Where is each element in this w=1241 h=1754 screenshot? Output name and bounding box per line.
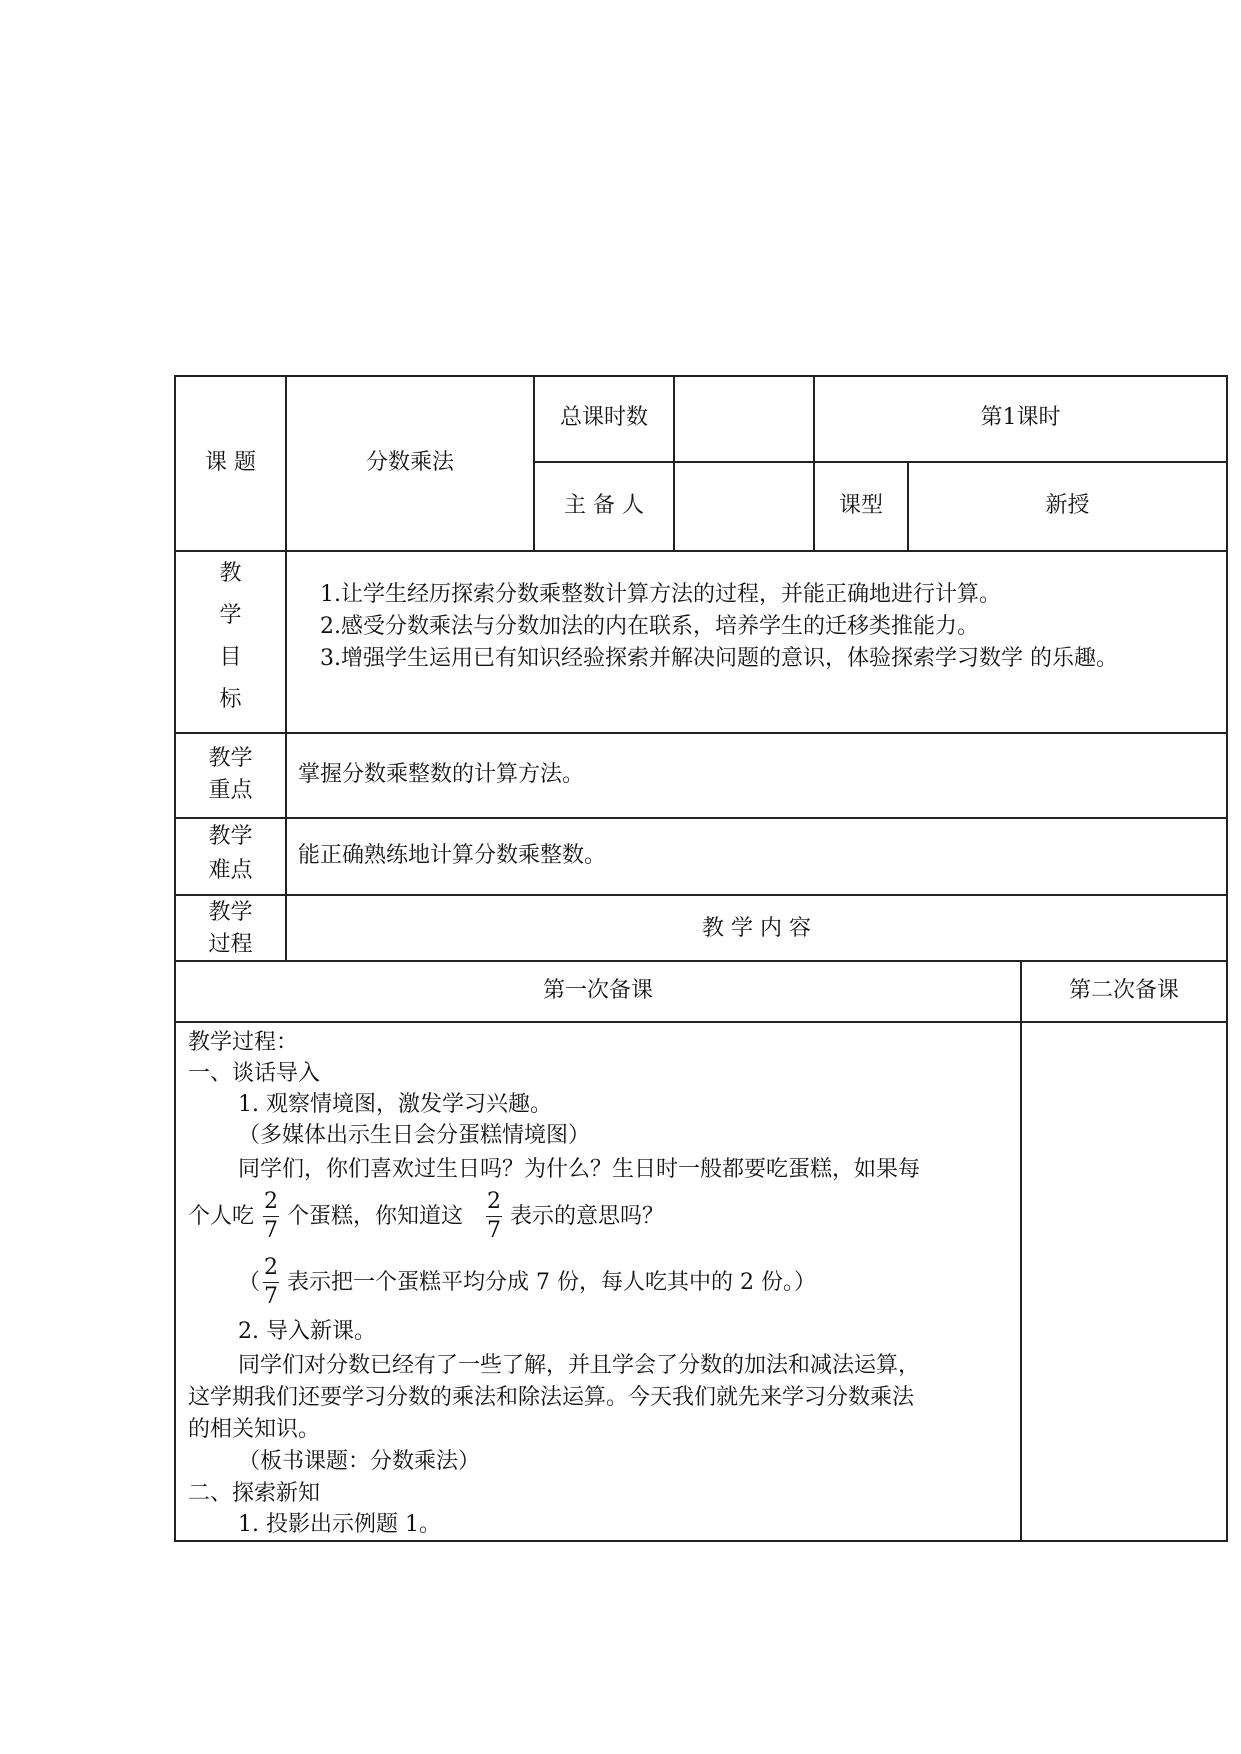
body-line: 1. 投影出示例题 1。: [238, 1512, 441, 1537]
header-col-rule-2: [673, 375, 675, 552]
fraction-denominator: 7: [264, 1218, 278, 1243]
lesson-type-value: 新授: [1045, 493, 1090, 518]
difficulties-text: 能正确熟练地计算分数乘整数。: [298, 843, 607, 868]
difficulties-label: 难点: [208, 858, 253, 883]
process-label: 过程: [208, 932, 253, 957]
keypoints-bottom-rule: [174, 817, 1228, 819]
keypoints-label: 重点: [208, 778, 253, 803]
objective-item: 3.增强学生运用已有知识经验探索并解决问题的意识，体验探索学习数学 的乐趣。: [320, 646, 1118, 671]
table-border-left: [174, 375, 176, 1542]
fraction-denominator: 7: [487, 1218, 501, 1243]
body-line: 1. 观察情境图，激发学习兴趣。: [238, 1092, 552, 1117]
body-line: （多媒体出示生日会分蛋糕情境图）: [238, 1123, 591, 1148]
objectives-label-char: 教: [219, 561, 242, 586]
objective-item: 1.让学生经历探索分数乘整数计算方法的过程，并能正确地进行计算。: [320, 582, 1001, 607]
fraction-two-sevenths: [262, 1191, 280, 1242]
table-border-bottom: [174, 1540, 1228, 1542]
body-line-part: 个蛋糕，你知道这: [287, 1204, 464, 1229]
fraction-numerator: 2: [487, 1189, 501, 1214]
preparer-label: 主 备 人: [564, 493, 644, 518]
difficulties-label: 教学: [208, 824, 253, 849]
objectives-bottom-rule: [174, 732, 1228, 734]
second-prep-header: 第二次备课: [1068, 978, 1179, 1003]
body-line: 一、谈话导入: [188, 1061, 321, 1086]
fraction-two-sevenths: [262, 1257, 280, 1308]
content-title: 教 学 内 容: [702, 916, 811, 941]
header-bottom-rule: [174, 550, 1228, 552]
body-line: 这学期我们还要学习分数的乘法和除法运算。今天我们就先来学习分数乘法: [188, 1385, 915, 1410]
objectives-label-char: 目: [219, 645, 242, 670]
objectives-label-char: 标: [219, 687, 242, 712]
header-col-rule-3: [813, 375, 815, 552]
first-prep-header: 第一次备课: [542, 978, 653, 1003]
fraction-numerator: 2: [264, 1255, 278, 1280]
topic-label: 课 题: [205, 450, 256, 475]
lesson-number: 第1课时: [980, 405, 1061, 430]
fraction-two-sevenths: [485, 1191, 503, 1242]
objectives-label-char: 学: [219, 603, 242, 628]
body-line-part: 个人吃: [188, 1204, 255, 1229]
lesson-type-label: 课型: [838, 493, 883, 518]
table-border-top: [174, 375, 1228, 377]
body-line: 同学们，你们喜欢过生日吗？为什么？生日时一般都要吃蛋糕，如果每: [238, 1157, 921, 1182]
topic-value: 分数乘法: [365, 450, 454, 475]
keypoints-text: 掌握分数乘整数的计算方法。: [298, 762, 585, 787]
keypoints-label: 教学: [208, 746, 253, 771]
objective-item: 2.感受分数乘法与分数加法的内在联系，培养学生的迁移类推能力。: [320, 614, 979, 639]
columns-bottom-rule: [174, 1021, 1228, 1023]
body-line: 2. 导入新课。: [238, 1319, 376, 1344]
header-mid-rule: [533, 461, 1228, 463]
fraction-denominator: 7: [264, 1284, 278, 1309]
body-line: 的相关知识。: [188, 1417, 321, 1442]
body-line: （板书课题：分数乘法）: [238, 1449, 481, 1474]
total-hours-label: 总课时数: [559, 405, 648, 430]
body-line: 同学们对分数已经有了一些了解，并且学会了分数的加法和减法运算，: [238, 1353, 921, 1378]
process-bottom-rule: [174, 960, 1228, 962]
body-line-part: （: [238, 1270, 261, 1295]
columns-divider: [1020, 960, 1022, 1542]
process-label: 教学: [208, 900, 253, 925]
body-line: 二、探索新知: [188, 1481, 321, 1506]
body-line-part: 表示的意思吗？: [510, 1204, 665, 1229]
fraction-numerator: 2: [264, 1189, 278, 1214]
header-col-rule-1: [533, 375, 535, 552]
difficulties-bottom-rule: [174, 894, 1228, 896]
body-line: 教学过程：: [188, 1030, 299, 1055]
table-border-right: [1226, 375, 1228, 1542]
body-line-part: 表示把一个蛋糕平均分成 7 份，每人吃其中的 2 份。）: [287, 1270, 816, 1295]
